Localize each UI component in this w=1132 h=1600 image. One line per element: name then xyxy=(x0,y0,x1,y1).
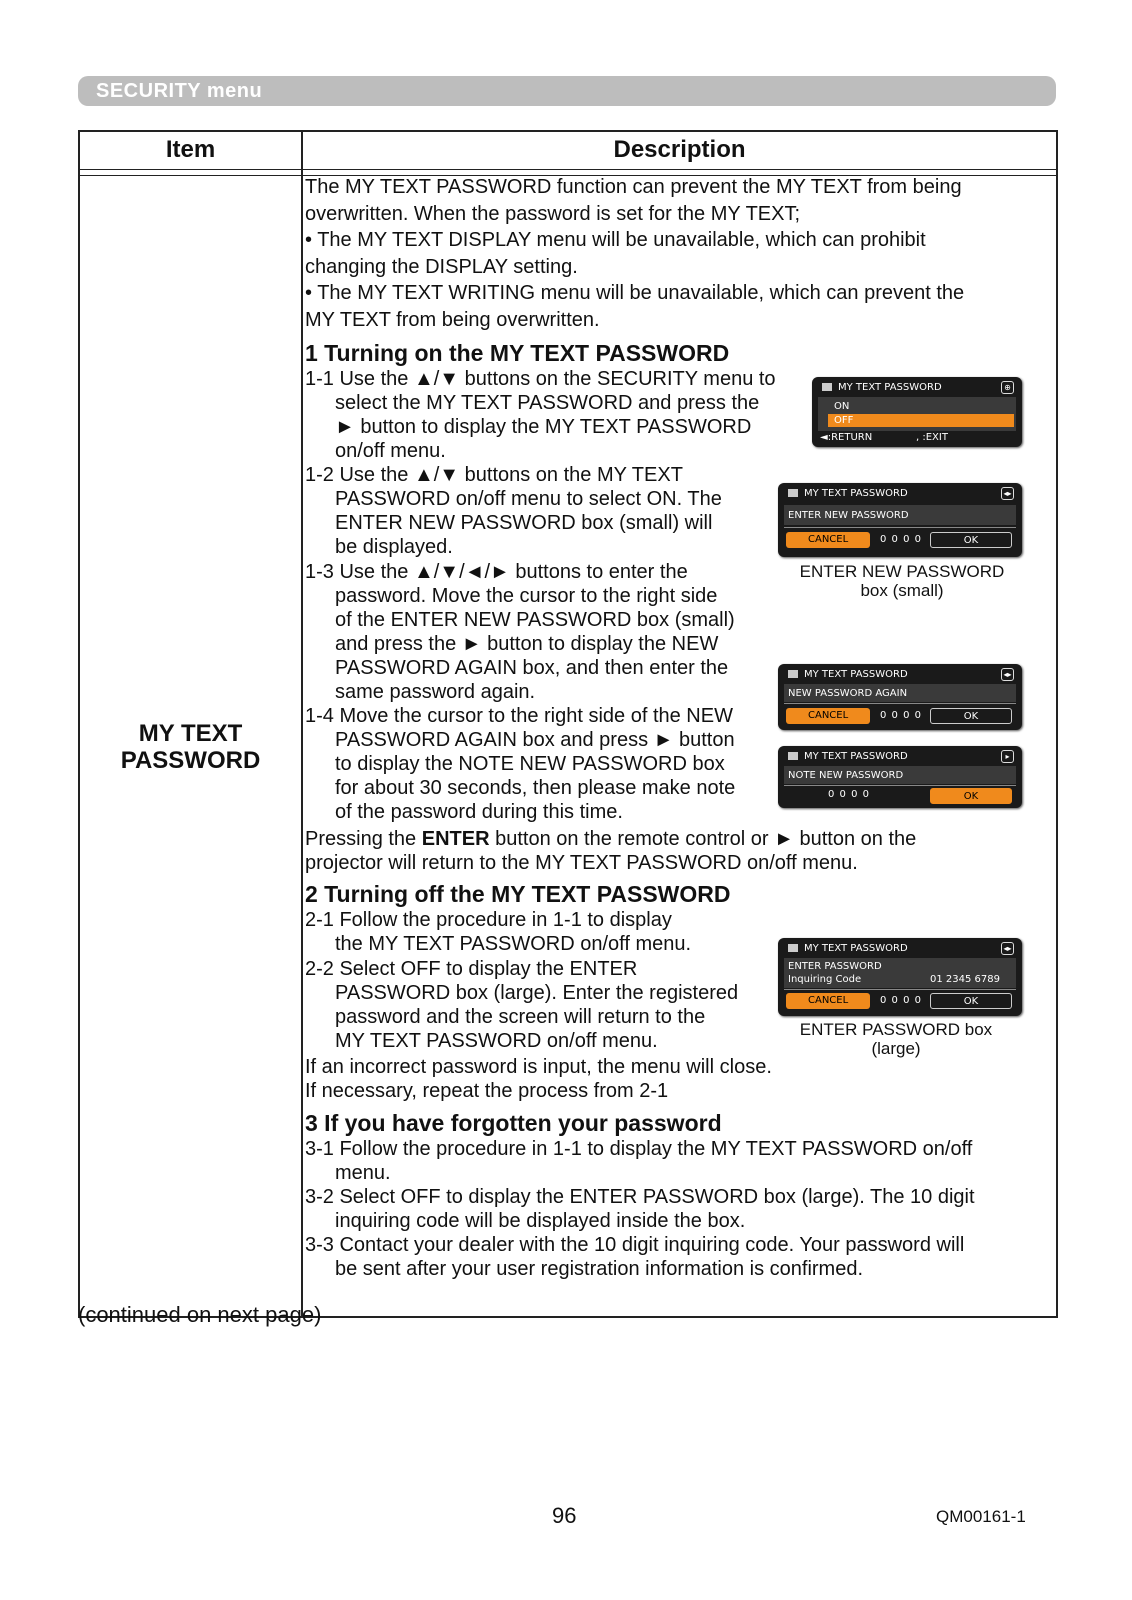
osd-ok-button: OK xyxy=(930,708,1012,724)
document-code: QM00161-1 xyxy=(936,1507,1026,1526)
section-header-bar xyxy=(78,76,1056,106)
corner-icon: ◂▸ xyxy=(1001,487,1014,500)
osd-off-option: OFF xyxy=(828,414,1014,427)
osd-return: ◄:RETURN xyxy=(820,432,873,443)
corner-icon: ◂▸ xyxy=(1001,668,1014,681)
section-header-title: SECURITY menu xyxy=(96,80,263,102)
osd-onoff-menu: MY TEXT PASSWORD ⊕ ON OFF ◄:RETURN , :EXIT xyxy=(812,377,1022,447)
corner-icon: ⊕ xyxy=(1001,381,1014,394)
osd-enter-new-password: MY TEXT PASSWORD ◂▸ ENTER NEW PASSWORD CANCEL 0 0 0 0 OK xyxy=(778,483,1022,557)
caption-small: ENTER NEW PASSWORD box (small) xyxy=(799,562,1005,600)
osd-note-new-password: MY TEXT PASSWORD ▸ NOTE NEW PASSWORD 0 0 0 0 OK xyxy=(778,746,1022,808)
item-label: MY TEXT PASSWORD xyxy=(120,720,261,774)
section-2-title: 2 Turning off the MY TEXT PASSWORD xyxy=(305,881,731,907)
corner-icon: ◂▸ xyxy=(1001,942,1014,955)
col-header-item: Item xyxy=(165,136,216,163)
osd-cancel-button: CANCEL xyxy=(786,532,870,548)
inquiring-code: 01 2345 6789 xyxy=(930,974,1000,985)
osd-ok-button: OK xyxy=(930,993,1012,1009)
osd-on-option: ON xyxy=(834,401,850,412)
caption-large: ENTER PASSWORD box (large) xyxy=(799,1020,993,1058)
corner-icon: ▸ xyxy=(1001,750,1014,763)
column-divider xyxy=(301,132,303,1316)
section-1-title: 1 Turning on the MY TEXT PASSWORD xyxy=(305,340,730,366)
osd-enter-password: MY TEXT PASSWORD ◂▸ ENTER PASSWORD Inquiring Code 01 2345 6789 CANCEL 0 0 0 0 OK xyxy=(778,938,1022,1016)
osd-new-password-again: MY TEXT PASSWORD ◂▸ NEW PASSWORD AGAIN CANCEL 0 0 0 0 OK xyxy=(778,664,1022,730)
osd-cancel-button: CANCEL xyxy=(786,708,870,724)
pressing-enter-note: Pressing the ENTER button on the remote control or ► button on the xyxy=(305,828,917,850)
page-number: 96 xyxy=(552,1503,577,1528)
osd-ok-button: OK xyxy=(930,532,1012,548)
continued-note: (continued on next page) xyxy=(78,1302,322,1327)
left-arrow-icon: ◄ xyxy=(820,432,828,443)
col-header-description: Description xyxy=(613,136,746,163)
osd-exit: , :EXIT xyxy=(916,432,948,443)
section-3-title: 3 If you have forgotten your password xyxy=(305,1110,722,1136)
osd-ok-button: OK xyxy=(930,788,1012,804)
osd-cancel-button: CANCEL xyxy=(786,993,870,1009)
